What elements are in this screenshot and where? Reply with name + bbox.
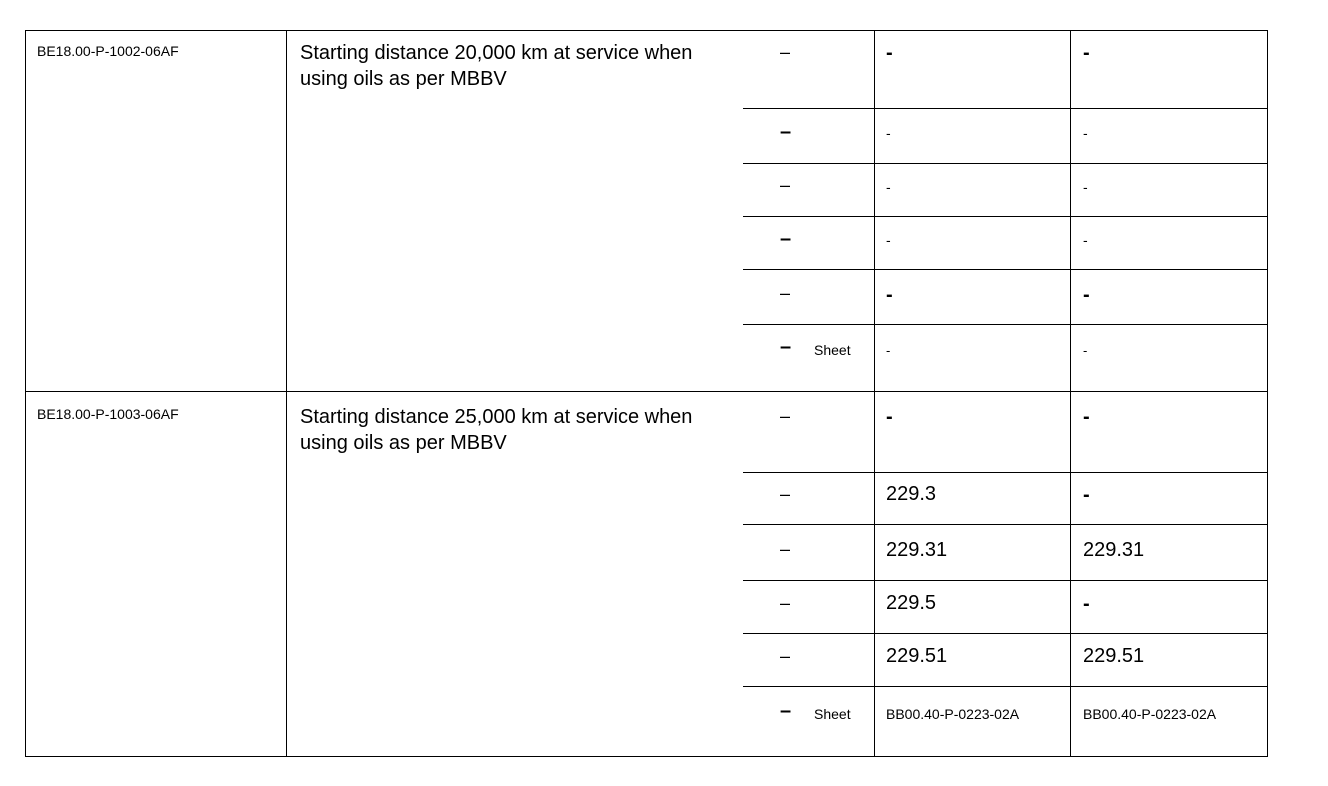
subrow-value-1: 229.3	[886, 483, 937, 505]
subrow-divider	[743, 524, 1268, 525]
subrow-value-1: -	[886, 343, 891, 358]
table-border-top	[25, 30, 1268, 31]
subrow-value-2: BB00.40-P-0223-02A	[1083, 706, 1217, 722]
subrow-value-1: 229.31	[886, 539, 948, 561]
subrow-dash: –	[780, 336, 792, 358]
column-divider-3	[1070, 30, 1071, 757]
subrow-value-1: 229.51	[886, 645, 948, 667]
subrow-dash: –	[780, 593, 791, 613]
column-divider-2	[874, 30, 875, 757]
subrow-sheet-label: Sheet	[814, 706, 851, 722]
subrow-value-1: -	[886, 284, 893, 306]
subrow-dash: –	[780, 228, 792, 250]
subrow-divider	[743, 580, 1268, 581]
table-border-left	[25, 30, 26, 757]
subrow-value-1: -	[886, 42, 893, 64]
row-description: Starting distance 20,000 km at service when using oils as per MBBV	[300, 42, 693, 90]
column-divider-1	[286, 30, 287, 757]
subrow-value-2: -	[1083, 42, 1090, 64]
subrow-dash: –	[780, 484, 791, 504]
subrow-dash: –	[780, 646, 791, 666]
subrow-value-1: -	[886, 179, 891, 195]
document-table	[25, 30, 1268, 757]
row-code: BE18.00-P-1002-06AF	[37, 43, 179, 59]
subrow-dash: –	[780, 700, 792, 722]
subrow-value-1: 229.5	[886, 592, 937, 614]
subrow-value-2: -	[1083, 343, 1088, 358]
subrow-dash: –	[780, 175, 791, 195]
subrow-value-2: -	[1083, 593, 1090, 615]
subrow-dash: –	[780, 121, 792, 143]
subrow-value-2: -	[1083, 406, 1090, 428]
row-code: BE18.00-P-1003-06AF	[37, 406, 179, 422]
subrow-divider	[743, 324, 1268, 325]
subrow-value-2: 229.31	[1083, 539, 1145, 561]
subrow-dash: –	[780, 539, 791, 559]
subrow-value-2: -	[1083, 484, 1090, 506]
subrow-value-1: BB00.40-P-0223-02A	[886, 706, 1020, 722]
subrow-value-2: -	[1083, 179, 1088, 195]
row-divider-main	[25, 391, 1268, 392]
subrow-dash: –	[780, 283, 791, 303]
table-border-right	[1267, 30, 1268, 757]
subrow-dash: –	[780, 406, 791, 426]
subrow-value-2: 229.51	[1083, 645, 1145, 667]
subrow-value-2: -	[1083, 125, 1088, 141]
subrow-value-1: -	[886, 232, 891, 248]
subrow-value-1: -	[886, 406, 893, 428]
subrow-divider	[743, 472, 1268, 473]
subrow-divider	[743, 163, 1268, 164]
table-border-bottom	[25, 756, 1268, 757]
row-description: Starting distance 25,000 km at service when using oils as per MBBV	[300, 406, 693, 454]
subrow-divider	[743, 269, 1268, 270]
subrow-sheet-label: Sheet	[814, 342, 851, 358]
subrow-divider	[743, 633, 1268, 634]
subrow-divider	[743, 108, 1268, 109]
subrow-dash: –	[780, 42, 791, 62]
subrow-divider	[743, 216, 1268, 217]
subrow-value-1: -	[886, 125, 891, 141]
subrow-divider	[743, 686, 1268, 687]
subrow-value-2: -	[1083, 284, 1090, 306]
subrow-value-2: -	[1083, 232, 1088, 248]
